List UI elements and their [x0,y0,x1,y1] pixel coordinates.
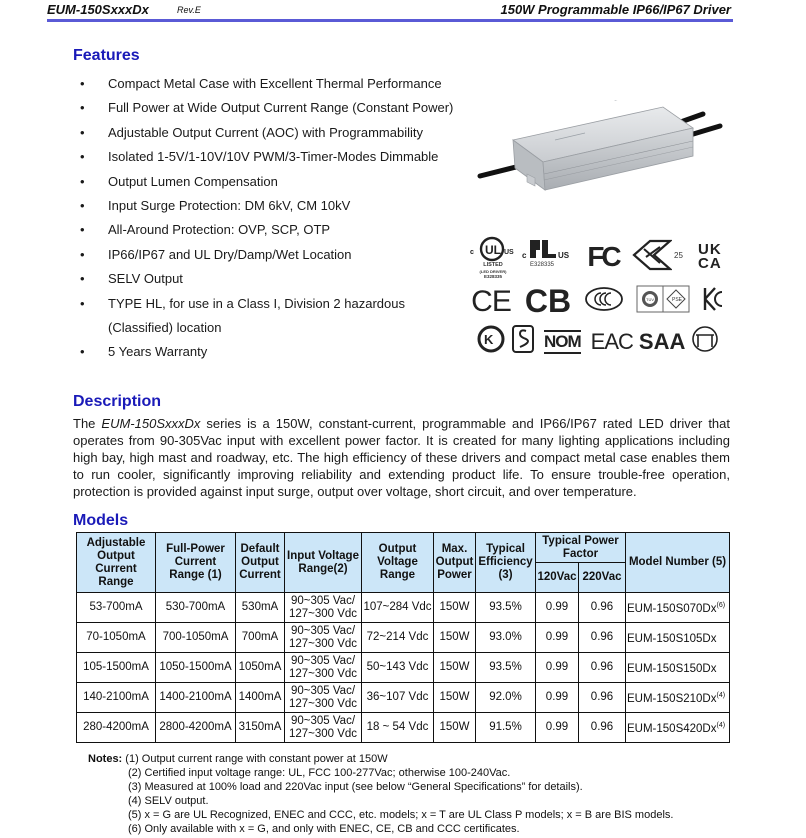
col-header-pf-220: 220Vac [579,563,626,593]
table-row: 105-1500mA 1050-1500mA 1050mA 90~305 Vac/ 127~300 Vdc 50~143 Vdc 150W 93.5% 0.99 0.96 EUM-150S150Dx [77,653,730,683]
ul-listed-icon [470,236,518,264]
bullet-icon: • [80,271,85,287]
saa-mark: SAA [638,328,686,354]
bullet-icon: • [80,222,85,238]
note-item: (6) Only available with x = G, and only with ENEC, CE, CB and CCC certificates. [128,823,520,835]
cb-mark: CB [524,283,572,319]
ks-icon [476,325,506,353]
anatel-mark [691,325,719,358]
note-item: (3) Measured at 100% load and 220Vac input (see below “General Specifications” for details). [128,781,583,793]
bis-icon [512,325,534,353]
bullet-icon: • [80,246,85,262]
ukca-mark: UK CA [698,241,722,272]
col-header-model-number: Model Number (5) [626,533,730,593]
features-list [80,72,453,365]
tuv-pse-mark [636,285,690,318]
enec-mark: 25 [632,239,690,275]
notes [88,752,673,836]
features-title: Features [73,47,140,64]
feature-item: • Isolated 1-5V/1-10V/10V PWM/3-Timer-Modes Dimmable [80,145,453,169]
bullet-icon: • [80,295,85,311]
product-image [475,100,730,195]
page-header [47,0,733,22]
col-header-efficiency: Typical Efficiency (3) [476,533,536,593]
feature-item: • IP66/IP67 and UL Dry/Damp/Wet Location [80,243,453,267]
feature-item: • Output Lumen Compensation [80,170,453,194]
tuv-pse-icon [636,285,690,313]
nom-mark: NOM [544,330,581,354]
bullet-icon: • [80,100,85,116]
col-header-output-voltage: Output Voltage Range [362,533,434,593]
description-title: Description [73,393,162,410]
header-model-code: EUM-150SxxxDx [47,2,149,17]
svg-text:K: K [484,332,494,347]
ccc-mark [584,286,624,317]
models-title: Models [73,512,129,529]
bis-mark [512,325,534,358]
svg-text:US: US [504,249,514,256]
feature-item: • Full Power at Wide Output Current Range (Constant Power) [80,96,453,120]
header-revision: Rev.E [177,5,201,15]
col-header-power-factor: Typical Power Factor [536,533,626,563]
feature-item-continuation: (Classified) location [108,319,222,335]
ccc-icon [584,286,624,312]
ul-recognized-icon [522,236,574,264]
feature-item: • 5 Years Warranty [80,340,453,364]
feature-item: • TYPE HL, for use in a Class I, Division 2 hazardous [80,292,453,316]
svg-text:UL: UL [485,243,501,257]
header-title: 150W Programmable IP66/IP67 Driver [500,2,731,17]
kc-mark [702,286,724,317]
eac-mark: EAC [590,328,633,354]
svg-text:US: US [558,251,570,260]
feature-item: • All-Around Protection: OVP, SCP, OTP [80,218,453,242]
description-text: The EUM-150SxxxDx series is a 150W, constant-current, programmable and IP66/IP67 rated LED driver that operates from 90-305Vac input with excellent power factor. It is created for many lighting applications including high bay, high mast and roadway, etc. The high efficiency of these drivers and compact metal case enables them to run cooler, significantly improving reliability and extending product life. To ensure trouble-free operation, protection is provided against input surge, output over voltage, short circuit, and over temperature. [73,416,730,499]
col-header-adjustable: Adjustable Output Current Range [77,533,156,593]
feature-item: • SELV Output [80,267,453,291]
fcc-mark: FC [587,241,619,272]
svg-text:c: c [522,251,527,260]
ul-recognized-mark: c US E328335 [522,236,574,278]
feature-item: • Adjustable Output Current (AOC) with Programmability [80,121,453,145]
table-row: 70-1050mA 700-1050mA 700mA 90~305 Vac/ 127~300 Vdc 72~214 Vdc 150W 93.0% 0.99 0.96 EUM-150S105Dx [77,623,730,653]
svg-text:c: c [470,249,474,256]
bullet-icon: • [80,149,85,165]
series-name: EUM-150SxxxDx [101,416,201,431]
note-item: (1) Output current range with constant power at 150W [125,753,388,765]
svg-text:PSE: PSE [672,297,683,303]
bullet-icon: • [80,124,85,140]
svg-text:TÜV: TÜV [646,297,654,302]
col-header-pf-120: 120Vac [536,563,579,593]
col-header-max-power: Max. Output Power [434,533,476,593]
ks-mark [476,325,506,358]
note-item: (4) SELV output. [128,795,209,807]
enec-icon [632,239,672,271]
anatel-icon [691,325,719,353]
bullet-icon: • [80,173,85,189]
col-header-input-voltage: Input Voltage Range(2) [285,533,362,593]
bullet-icon: • [80,197,85,213]
bullet-icon: • [80,344,85,360]
feature-item: • Compact Metal Case with Excellent Thermal Performance [80,72,453,96]
table-row: 280-4200mA 2800-4200mA 3150mA 90~305 Vac/ 127~300 Vdc 18 ~ 54 Vdc 150W 91.5% 0.99 0.96 EUM-150S420Dx$^{(4)}$ [77,713,730,743]
feature-item: • Input Surge Protection: DM 6kV, CM 10kV [80,194,453,218]
col-header-default: Default Output Current [236,533,285,593]
note-item: (5) x = G are UL Recognized, ENEC and CCC, etc. models; x = T are UL Class P models; x = B are BIS models. [128,809,674,821]
kc-icon [702,286,724,312]
ul-listed-mark: c UL US LISTED (LED DRIVER) E328335 [470,236,518,278]
note-item: (2) Certified input voltage range: UL, FCC 100-277Vac; otherwise 100-240Vac. [128,767,511,779]
table-row: 140-2100mA 1400-2100mA 1400mA 90~305 Vac/ 127~300 Vdc 36~107 Vdc 150W 92.0% 0.99 0.96 EUM-150S210Dx$^{(4)}$ [77,683,730,713]
notes-label: Notes: [88,753,123,765]
col-header-full-power: Full-Power Current Range (1) [156,533,236,593]
table-row: 53-700mA 530-700mA 530mA 90~305 Vac/ 127~300 Vdc 107~284 Vdc 150W 93.5% 0.99 0.96 EUM-150S070Dx$^{(6)}$ [77,593,730,623]
models-table [76,532,730,743]
bullet-icon: • [80,76,85,91]
ce-mark: CE [471,284,511,318]
